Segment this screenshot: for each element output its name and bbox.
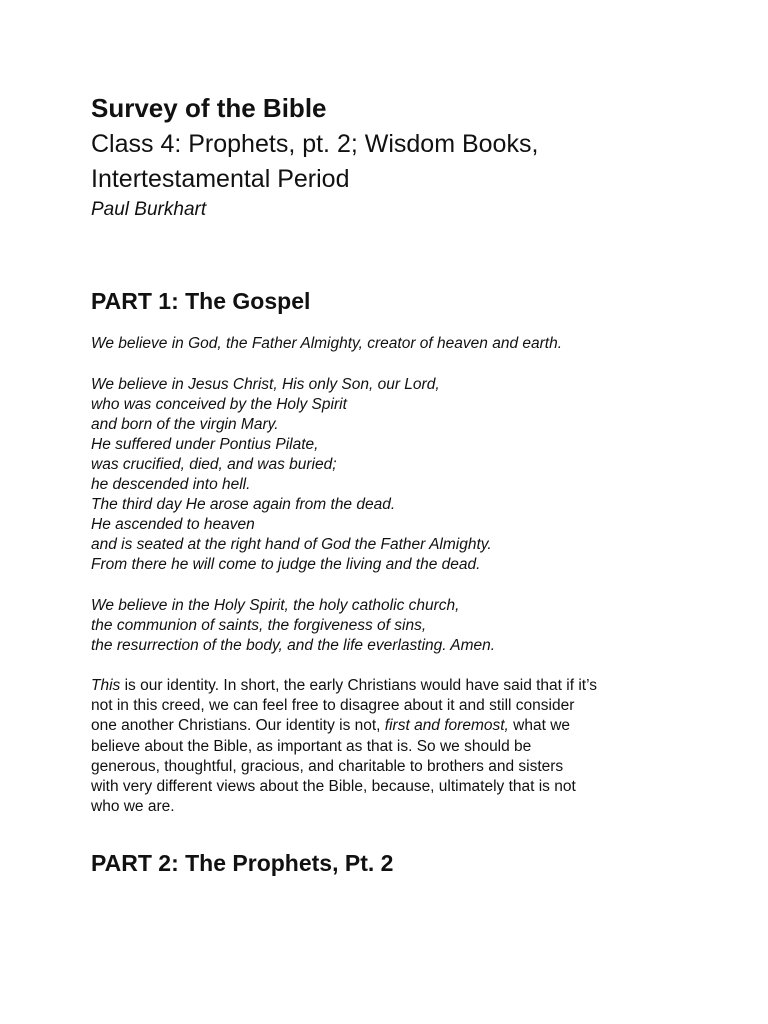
document-subtitle (91, 127, 538, 197)
creed-line: He ascended to heaven (91, 516, 255, 533)
creed-stanza-2 (91, 375, 492, 575)
creed-line: We believe in Jesus Christ, His only Son, our Lord, (91, 376, 440, 393)
creed-line: and born of the virgin Mary. (91, 416, 279, 433)
creed-line: We believe in the Holy Spirit, the holy catholic church, (91, 597, 460, 614)
creed-line: the communion of saints, the forgiveness of sins, (91, 617, 427, 634)
identity-paragraph (91, 676, 597, 817)
paragraph-line: generous, thoughtful, gracious, and charitable to brothers and sisters (91, 757, 564, 775)
paragraph-line: one another Christians. Our identity is not, first and foremost, what we (91, 717, 571, 735)
paragraph-line: with very different views about the Bible, because, ultimately that is not (91, 777, 576, 795)
emphasis-first-and-foremost: first and foremost, (384, 717, 509, 735)
creed-line: The third day He arose again from the dead. (91, 496, 396, 513)
creed-stanza-1 (91, 334, 562, 354)
creed-line: We believe in God, the Father Almighty, creator of heaven and earth. (91, 335, 563, 352)
creed-line: was crucified, died, and was buried; (91, 456, 337, 473)
creed-line: From there he will come to judge the living and the dead. (91, 556, 481, 573)
paragraph-line: believe about the Bible, as important as that is. So we should be (91, 737, 532, 755)
creed-line: the resurrection of the body, and the life everlasting. Amen. (91, 637, 496, 654)
creed-line: who was conceived by the Holy Spirit (91, 396, 347, 413)
creed-stanza-3 (91, 596, 495, 656)
paragraph-line: This is our identity. In short, the early Christians would have said that if it’s (91, 677, 598, 694)
author-name: Paul Burkhart (91, 199, 207, 220)
creed-line: he descended into hell. (91, 476, 251, 493)
part1-heading: PART 1: The Gospel (91, 288, 311, 314)
document-title: Survey of the Bible (91, 93, 327, 123)
paragraph-line: who we are. (91, 798, 175, 816)
emphasis-this: This (91, 677, 121, 694)
creed-line: He suffered under Pontius Pilate, (91, 436, 319, 453)
creed-line: and is seated at the right hand of God the Father Almighty. (91, 536, 492, 553)
part2-heading: PART 2: The Prophets, Pt. 2 (91, 850, 394, 876)
subtitle-line-2: Intertestamental Period (91, 165, 350, 193)
subtitle-line-1: Class 4: Prophets, pt. 2; Wisdom Books, (91, 130, 539, 158)
paragraph-line: not in this creed, we can feel free to disagree about it and still consider (91, 697, 575, 715)
